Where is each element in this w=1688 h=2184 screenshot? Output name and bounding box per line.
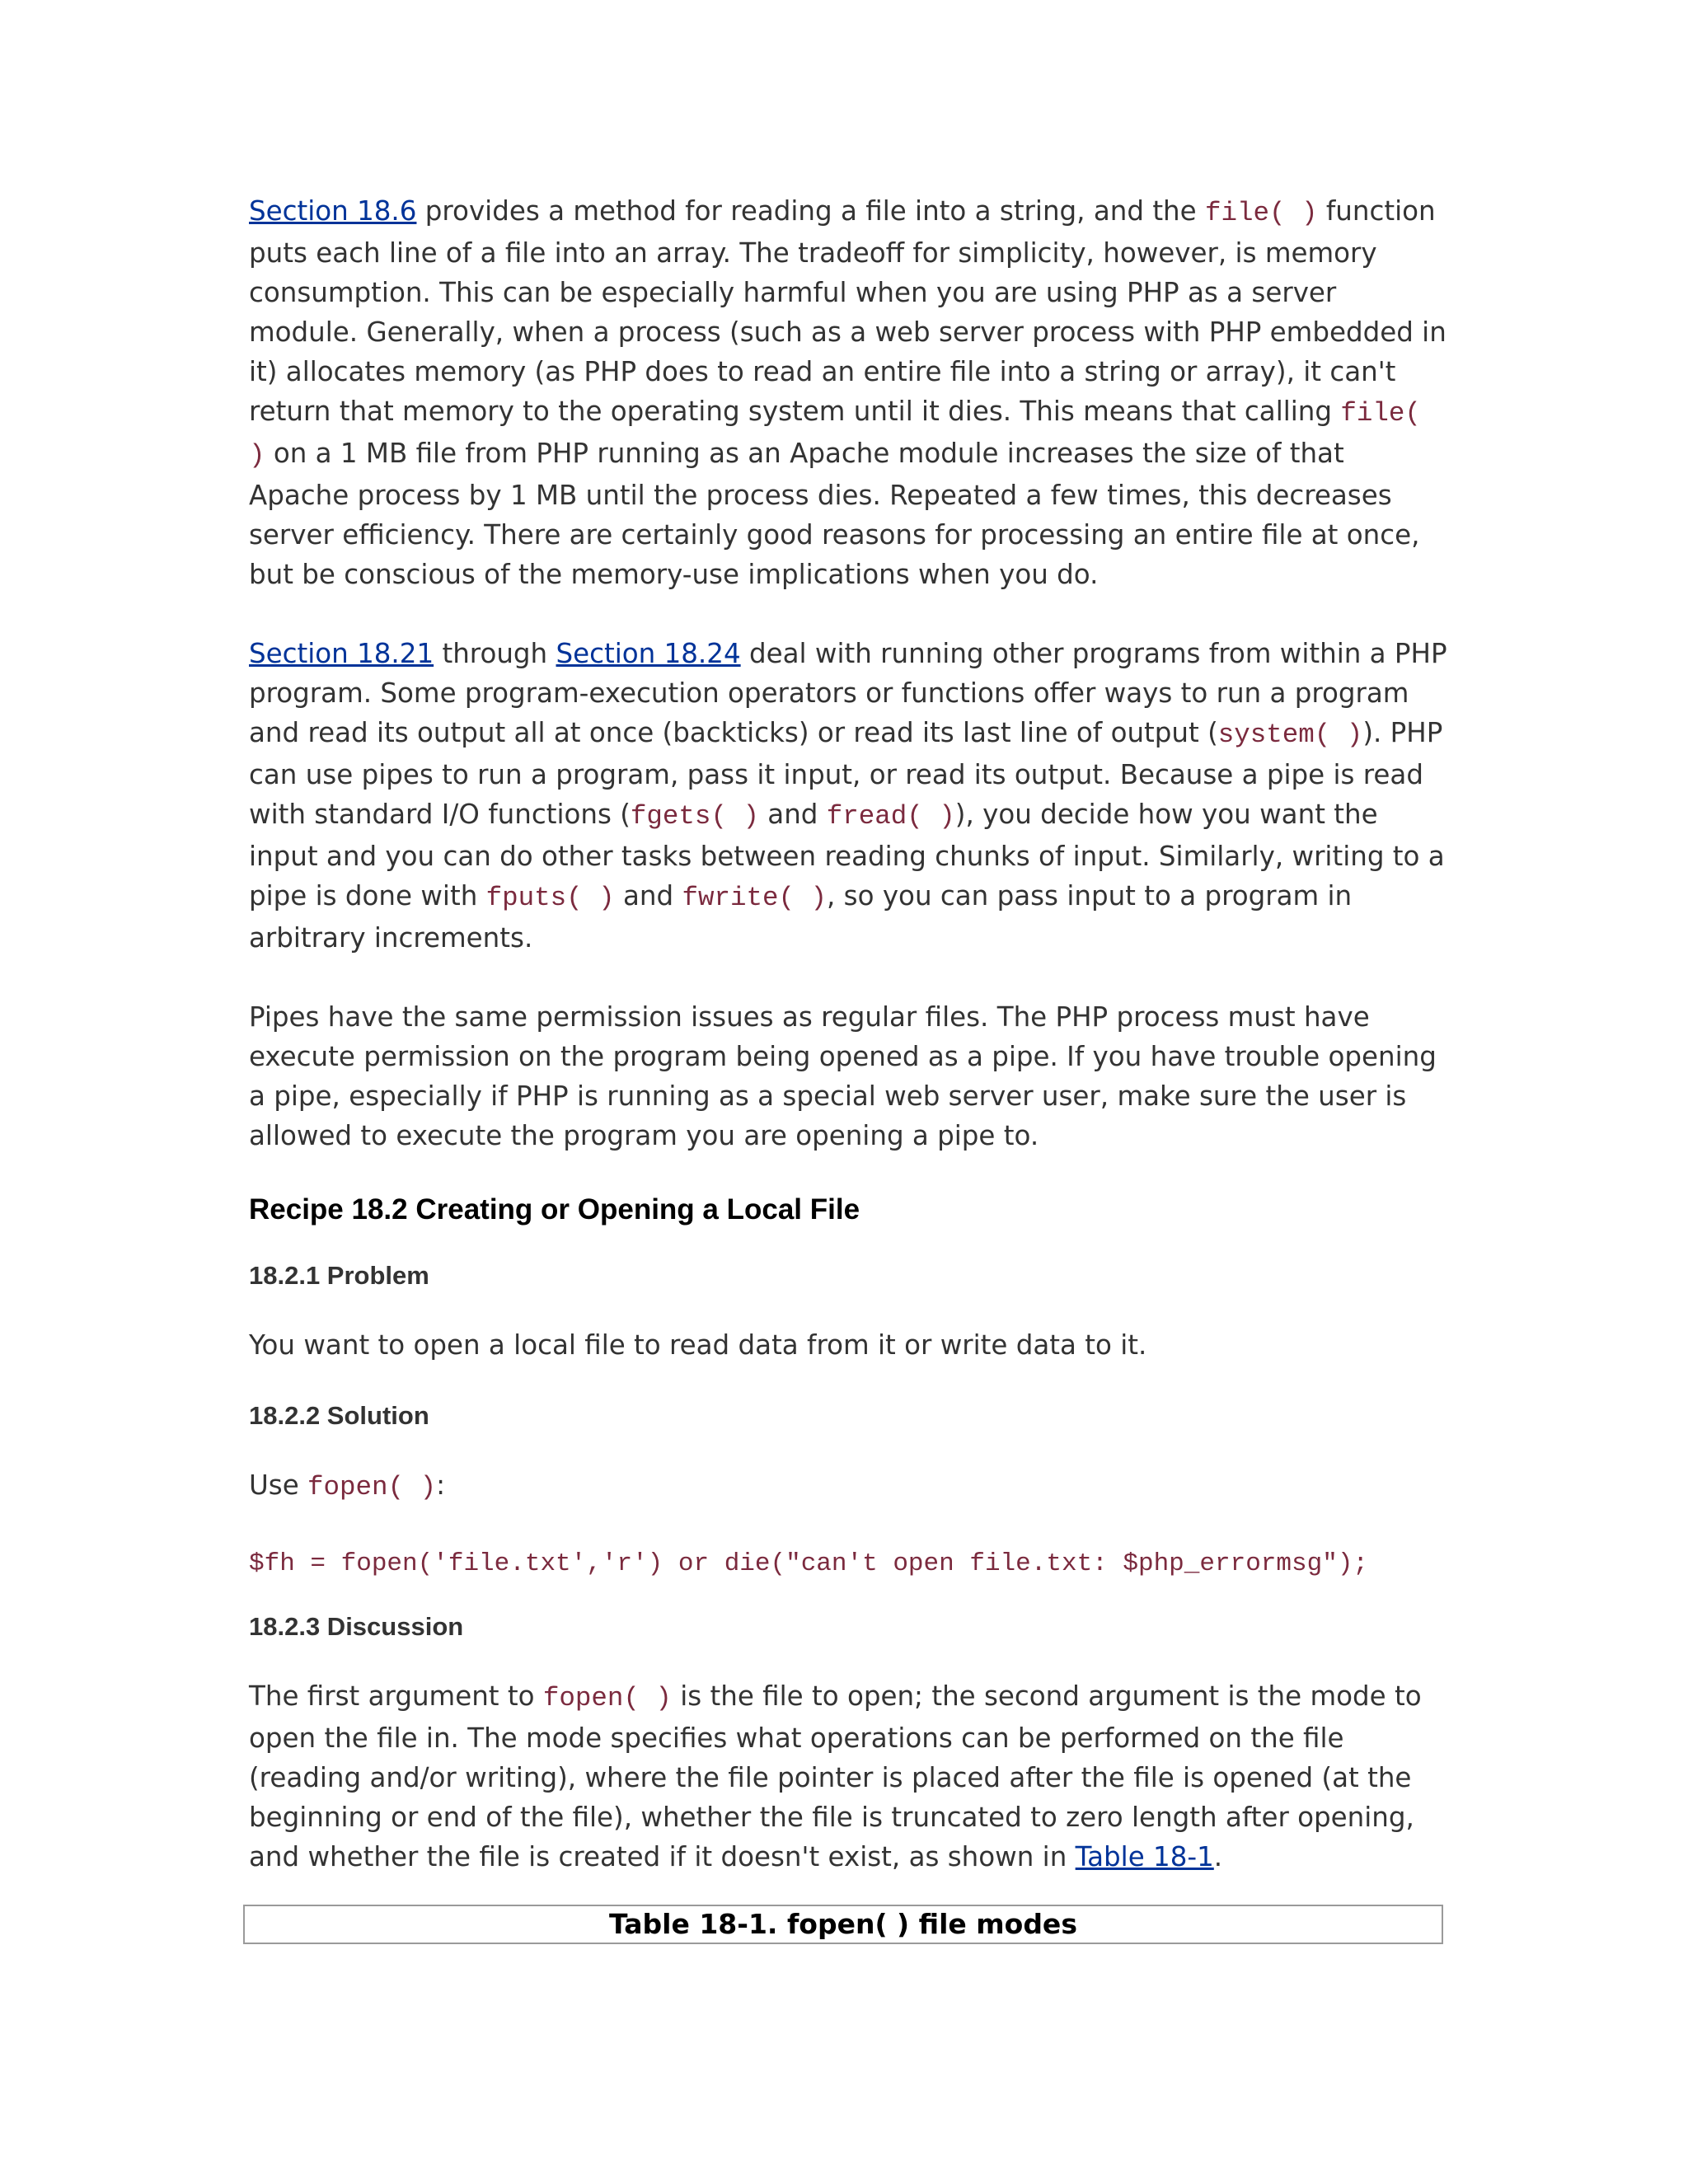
text-run: The first argument to <box>249 1680 543 1712</box>
solution-code-block: $fh = fopen('file.txt','r') or die("can't open file.txt: $php_errormsg"); <box>249 1549 1369 1578</box>
inline-code-fopen: fopen( ) <box>542 1683 672 1713</box>
text-run: is the file to open; the second argument is the mode to open the file in. The mode specifies what operations can be performed on the file (reading and/or writing), where the file pointer is placed after the file is opened (at the beginning or end of the file), whether the file is truncated to zero length after opening, and whether the file is created if it doesn't exist, as shown in <box>249 1680 1422 1872</box>
text-run: , so you can pass input to a program in arbitrary increments. <box>249 880 1353 954</box>
recipe-title: Recipe 18.2 Creating or Opening a Local File <box>249 1193 860 1226</box>
text-run: : <box>436 1469 446 1501</box>
inline-code-fgets: fgets( ) <box>630 801 759 832</box>
text-run: and <box>758 799 827 830</box>
text-run: deal with running other programs from within a PHP program. Some program-execution operators or functions offer ways to run a program and read its output all at once (backticks) or read its last line of output ( <box>249 638 1447 748</box>
inline-code-fputs: fputs( ) <box>485 883 615 913</box>
solution-text <box>249 1465 1452 1507</box>
inline-code-system: system( ) <box>1217 719 1363 750</box>
text-run: through <box>434 638 556 669</box>
problem-heading: 18.2.1 Problem <box>249 1261 429 1290</box>
text-run: Use <box>249 1469 308 1501</box>
paragraph-pipe-permissions: Pipes have the same permission issues as regular files. The PHP process must have execute permission on the program being opened as a pipe. If you have trouble opening a pipe, especially if PHP is running as a special web server user, make sure the user is allowed to execute the program you are opening a pipe to. <box>249 1001 1437 1151</box>
inline-code-file: file( ) <box>1204 198 1318 228</box>
paragraph-memory-consumption <box>249 191 1452 594</box>
link-table-18-1[interactable]: Table 18-1 <box>1075 1841 1214 1872</box>
problem-text: You want to open a local file to read data from it or write data to it. <box>249 1329 1147 1361</box>
link-section-18-24[interactable]: Section 18.24 <box>556 638 741 669</box>
link-section-18-21[interactable]: Section 18.21 <box>249 638 434 669</box>
text-run: ). PHP can use pipes to run a program, pass it input, or read its output. Because a pipe is read with standard I/O functions ( <box>249 717 1443 830</box>
solution-heading: 18.2.2 Solution <box>249 1401 429 1430</box>
text-run: provides a method for reading a file into a string, and the <box>416 195 1205 227</box>
inline-code-file: file( ) <box>249 398 1421 471</box>
paragraph-running-programs <box>249 634 1452 958</box>
discussion-text <box>249 1676 1452 1877</box>
table-caption: Table 18-1. fopen( ) file modes <box>243 1905 1443 1944</box>
discussion-heading: 18.2.3 Discussion <box>249 1612 464 1641</box>
document-page <box>249 191 1452 1877</box>
text-run: ), you decide how you want the input and you can do other tasks between reading chunks of input. Similarly, writing to a pipe is done with <box>249 799 1445 912</box>
inline-code-fread: fread( ) <box>826 801 955 832</box>
inline-code-fopen: fopen( ) <box>307 1472 437 1502</box>
text-run: and <box>614 880 682 912</box>
text-run: . <box>1213 1841 1223 1872</box>
link-section-18-6[interactable]: Section 18.6 <box>249 195 417 227</box>
inline-code-fwrite: fwrite( ) <box>682 883 828 913</box>
text-run: function puts each line of a file into an array. The tradeoff for simplicity, however, is memory consumption. This can be especially harmful when you are using PHP as a server module. Generally, when a process (such as a web server process with PHP embedded in it) allocates memory (as PHP does to read an entire file into a string or array), it can't return that memory to the operating system until it dies. This means that calling <box>249 195 1447 427</box>
text-run: on a 1 MB file from PHP running as an Apache module increases the size of that Apache process by 1 MB until the process dies. Repeated a few times, this decreases server efficiency. There are certainly good reasons for processing an entire file at once, but be conscious of the memory-use implications when you do. <box>249 438 1420 590</box>
